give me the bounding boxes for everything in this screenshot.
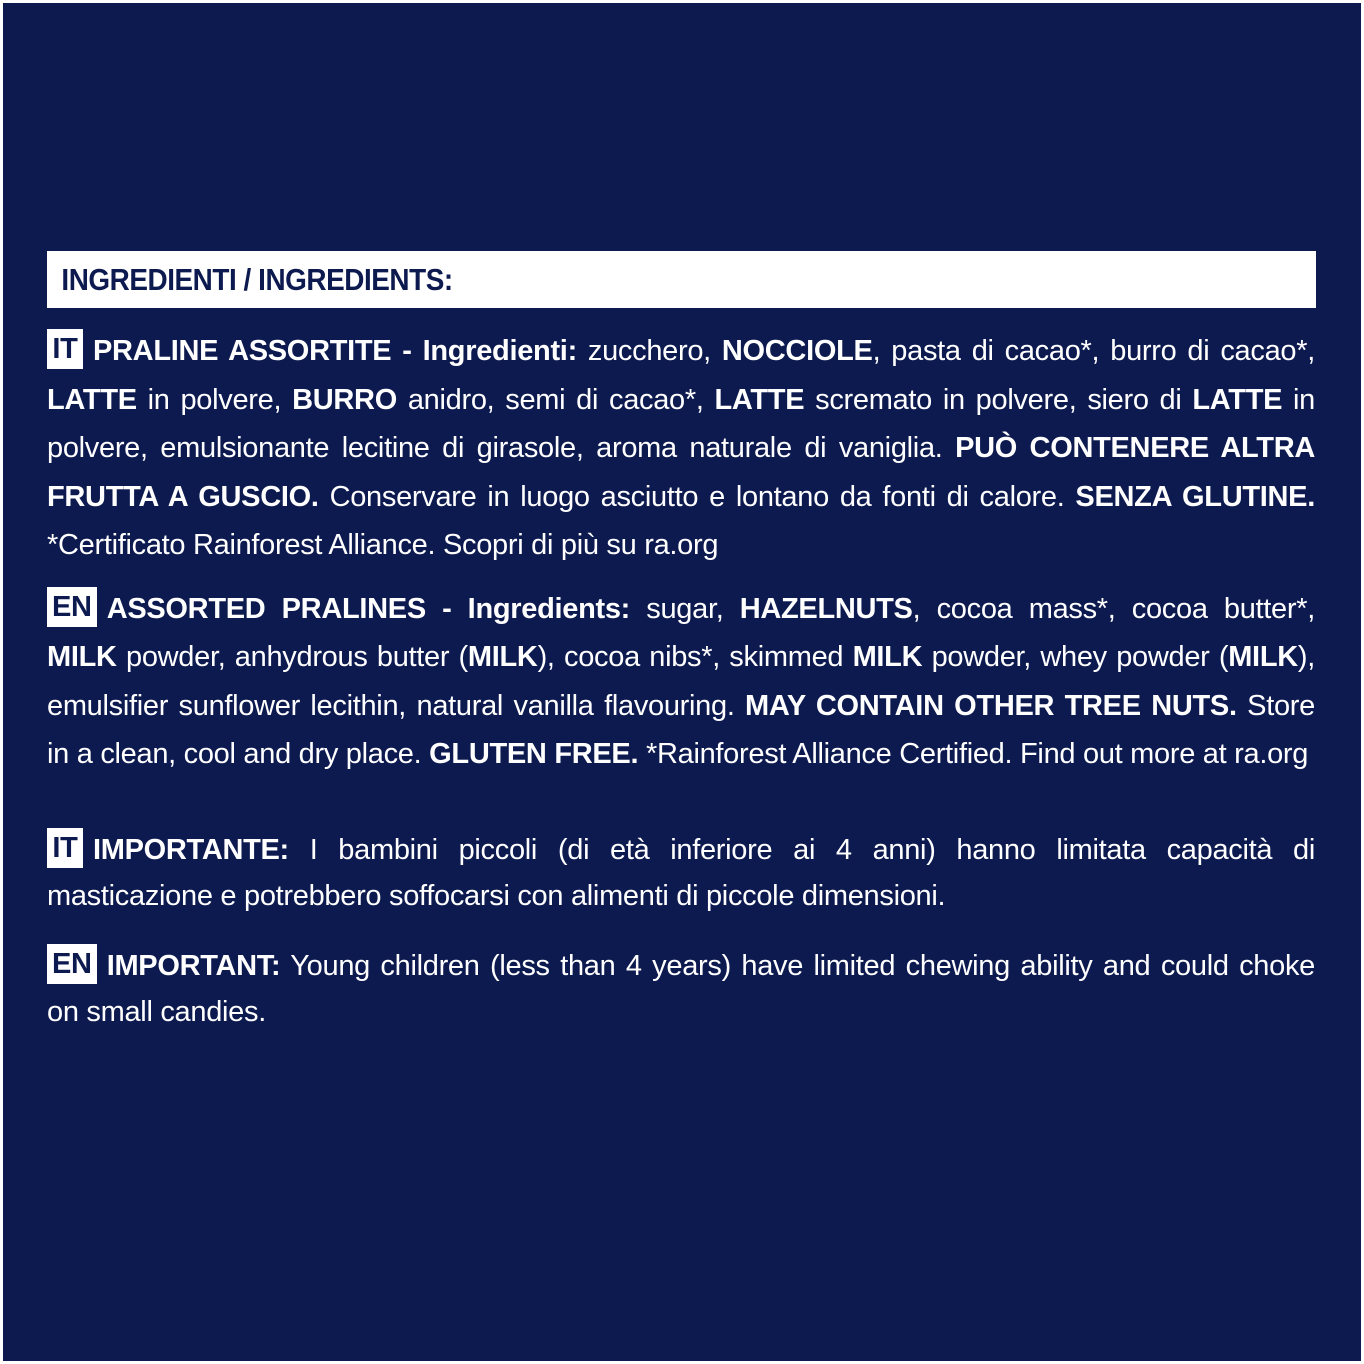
it-language-badge: IT bbox=[47, 329, 83, 369]
ingredients-content bbox=[47, 251, 1315, 1035]
it-text-3: in polvere, bbox=[136, 383, 293, 416]
en-ingredients-title: ASSORTED PRALINES - Ingredients: bbox=[106, 592, 631, 625]
it-text-4: anidro, semi di cacao*, bbox=[396, 383, 715, 416]
en-bold-3: MILK bbox=[467, 641, 538, 673]
it-bold-7: SENZA GLUTINE. bbox=[1075, 480, 1315, 513]
en-bold-6: MAY CONTAIN OTHER TREE NUTS. bbox=[745, 689, 1237, 722]
it-bold-2: LATTE bbox=[47, 383, 137, 416]
en-bold-4: MILK bbox=[852, 641, 923, 673]
it-bold-3: BURRO bbox=[292, 383, 397, 416]
en-warning-paragraph bbox=[47, 943, 1315, 1035]
it-warning-title: IMPORTANTE: bbox=[93, 833, 289, 866]
it-bold-1: NOCCIOLE bbox=[721, 335, 873, 367]
it-bold-6: PUÒ CONTENERE ALTRA FRUTTA A GUSCIO. bbox=[47, 432, 1316, 513]
it-text-7: Conservare in luogo asciutto e lontano da fonti di calore. bbox=[318, 480, 1076, 513]
it-text-5: scremato in polvere, siero di bbox=[804, 383, 1193, 416]
it-ingredients-title: PRALINE ASSORTITE - Ingredienti: bbox=[93, 335, 577, 367]
en-text-5: powder, whey powder ( bbox=[922, 641, 1229, 673]
ingredients-header-title: INGREDIENTI / INGREDIENTS: bbox=[61, 261, 453, 297]
it-text-6: in polvere, emulsionante lecitine di girasole, aroma naturale di vaniglia. bbox=[47, 383, 1315, 464]
en-text-6: ), emulsifier sunflower lecithin, natural vanilla flavouring. bbox=[47, 641, 1315, 722]
en-text-8: *Rainforest Alliance Certified. Find out more at ra.org bbox=[638, 738, 1309, 770]
it-text-1: zucchero, bbox=[576, 335, 722, 367]
it-bold-4: LATTE bbox=[714, 383, 805, 416]
en-ingredients-paragraph bbox=[47, 585, 1315, 779]
en-language-badge: EN bbox=[47, 587, 97, 627]
it-ingredients-paragraph bbox=[47, 327, 1315, 570]
en-bold-5: MILK bbox=[1228, 641, 1298, 673]
en-text-2: , cocoa mass*, cocoa butter*, bbox=[912, 592, 1315, 625]
en-warning-badge: EN bbox=[47, 944, 97, 984]
en-warning-title: IMPORTANT: bbox=[106, 949, 281, 982]
en-text-1: sugar, bbox=[630, 592, 740, 625]
it-bold-5: LATTE bbox=[1192, 383, 1283, 416]
en-warning-text: Young children (less than 4 years) have limited chewing ability and could choke on small candies. bbox=[47, 949, 1315, 1028]
en-text-7: Store in a clean, cool and dry place. bbox=[47, 689, 1315, 770]
ingredients-header bbox=[47, 251, 1316, 308]
it-text-8: *Certificato Rainforest Alliance. Scopri di più su ra.org bbox=[47, 529, 719, 561]
it-warning-badge: IT bbox=[47, 828, 83, 868]
it-warning-text: I bambini piccoli (di età inferiore ai 4 anni) hanno limitata capacità di masticazione e potrebbero soffocarsi con alimenti di piccole dimensioni. bbox=[47, 833, 1315, 912]
it-warning-paragraph bbox=[47, 827, 1315, 919]
en-bold-1: HAZELNUTS bbox=[739, 592, 913, 625]
it-text-2: , pasta di cacao*, burro di cacao*, bbox=[872, 335, 1315, 367]
en-text-3: powder, anhydrous butter ( bbox=[116, 641, 468, 673]
en-bold-7: GLUTEN FREE. bbox=[429, 738, 639, 770]
label-panel bbox=[3, 3, 1361, 1361]
en-text-4: ), cocoa nibs*, skimmed bbox=[537, 641, 853, 673]
en-bold-2: MILK bbox=[47, 641, 117, 673]
